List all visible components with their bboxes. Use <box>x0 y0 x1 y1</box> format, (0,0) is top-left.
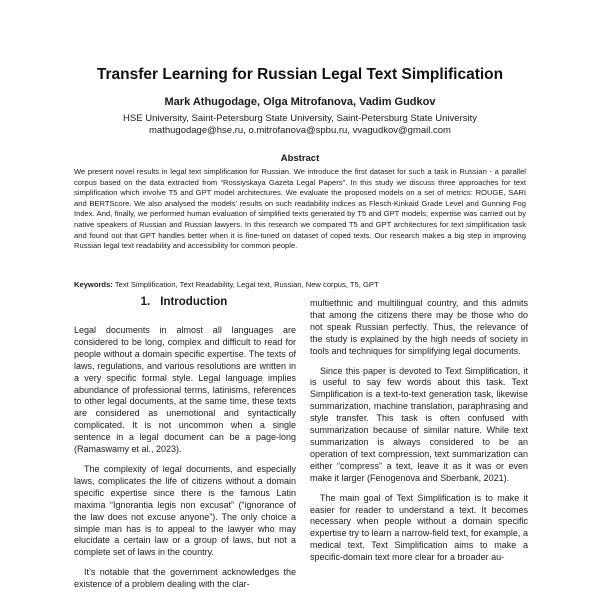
paragraph: The complexity of legal documents, and especially laws, complicates the life of citizens without a domain specific expertise since there is the famous Latin maxima “Ignorantia legis non excusat” (“ignorance of the law does not excuse anyone”). The only choice a simple man has is to appeal to the lawyer who may elucidate a certain law or a group of laws, but not a complete set of laws in the country. <box>74 463 296 558</box>
left-column <box>74 325 296 600</box>
keywords-label: Keywords: <box>74 280 113 289</box>
section-title: Introduction <box>160 296 228 308</box>
section-number: 1. <box>140 296 151 308</box>
paragraph: It’s notable that the government acknowledges the existence of a problem dealing with the clar- <box>74 567 296 590</box>
keywords-text: Text Simplification, Text Readability, Legal text, Russian, New corpus, T5, GPT <box>114 280 379 289</box>
section-heading <box>74 296 294 308</box>
author-list: Mark Athugodage, Olga Mitrofanova, Vadim Gudkov <box>164 96 436 108</box>
paper-title: Transfer Learning for Russian Legal Text Simplification <box>96 66 504 83</box>
keywords <box>74 280 526 290</box>
paragraph: multiethnic and multilingual country, and this admits that among the citizens there may be those who do not speak Russian perfectly. Thus, the relevance of the study is explained by the high needs of society in tools and techniques for simplifying legal documents. <box>310 298 528 356</box>
paragraph: Legal documents in almost all languages are considered to be long, complex and difficult to read for people without a domain specific expertise. The texts of laws, regulations, and various resolutions are written in a very specific formal style. Legal language implies abundance of professional terms, latinisms, references to other legal documents, at the same time, these texts are considered as unemotional and syntactically complicated. It is not uncommon when a single sentence in a legal document can be a page-long (Ramaswamy et al., 2023). <box>74 325 296 455</box>
paragraph: The main goal of Text Simplification is to make it easier for reader to understand a text. It becomes necessary when people without a domain specific expertise try to learn a narrow-field text, for example, a medical text. Text Simplification aims to make a specific-domain text more clear for a broader au- <box>310 492 528 563</box>
affiliations: HSE University, Saint-Petersburg State University, Saint-Petersburg State University <box>123 113 477 124</box>
author-emails: mathugodage@hse.ru, o.mitrofanova@spbu.ru, vvagudkov@gmail.com <box>149 125 451 136</box>
paragraph: Since this paper is devoted to Text Simplification, it is useful to say few words about this task. Text Simplification is a text-to-text generation task, likewise summarization, machine translation, paraphrasing and style transfer. This task is often confused with summarization because of similar nature. While text summarization is always considered to be an operation of text compression, text summarization can either “compress” a text, leave it as it was or even make it larger (Fenogenova and Sberbank, 2021). <box>310 365 528 483</box>
abstract-text: We present novel results in legal text simplification for Russian. We introduce the first dataset for such a task in Russian - a parallel corpus based on the data extracted from “Rossiyskaya Gazeta Legal Papers”. In this study we discuss three approaches for text simplification which involve T5 and GPT model architectures. We evaluate the proposed models on a set of metrics: ROUGE, SARI and BERTScore. We also analysed the models’ results on such readability indices as Flesch-Kinkaid Grade Level and Gunning Fog Index. And, finally, we performed human evaluation of simplified texts generated by T5 and GPT models; expertise was carried out by native speakers of Russian and Russian lawyers. In this research we compared T5 and GPT architectures for text simplification task and found out that GPT handles better when it is fine-tuned on dataset of coped texts. Our research makes a big step in improving Russian legal text readability and accessibility for common people. <box>74 167 526 251</box>
abstract-heading: Abstract <box>280 153 320 164</box>
right-column <box>310 298 528 600</box>
